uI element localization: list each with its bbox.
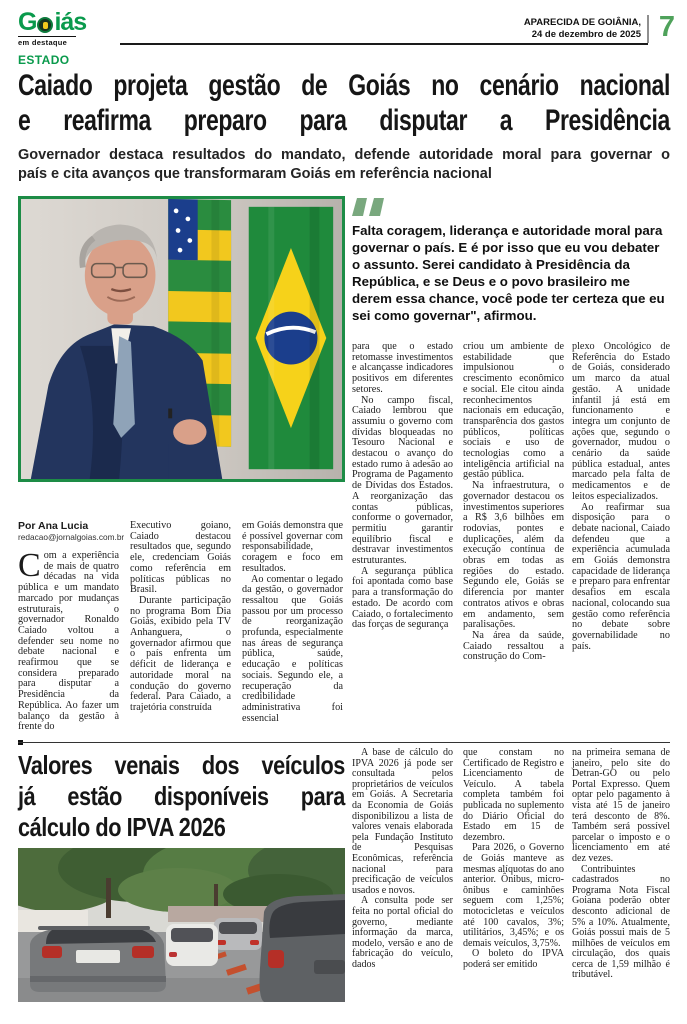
- byline: Por Ana Lucia: [18, 520, 89, 532]
- story1-paragraph: Ao comentar o legado da gestão, o governador ressaltou que Goiás passou por um processo de reorganização profunda, especialmente nas áreas de segurança pública, saúde, educação e políticas sociais. Segundo ele, a recuperação da credibilidade administrativa foi essencial: [242, 573, 343, 724]
- story1-paragraph: Durante participação no programa Bom Dia Goiás, exibido pela TV Anhanguera, o governador afirmou que o país enfrenta um déficit de liderança e autoridade moral na condução do governo federal. Para Caiado, a trajetória construída: [130, 594, 231, 713]
- story1-headline-line1: Caiado projeta gestão de Goiás no cenário nacional: [18, 69, 670, 102]
- story1-headline-line2: e reafirma preparo para disputar a Presidência: [18, 104, 670, 137]
- dateline-city: APARECIDA DE GOIÂNIA,: [523, 17, 641, 28]
- story1-column-1: [18, 520, 125, 733]
- logo-text-suffix: iás: [54, 8, 87, 36]
- story2-headline: [18, 750, 345, 843]
- story2-paragraph: Para 2026, o Governo de Goiás manteve as mesmas alíquotas do ano anterior. Ônibus, micro-ônibus e caminhões seguem com 1,25%; motocicletas e veículos até 100 cavalos, 3%; utilitários, 3,45%; e os demais veículos, 3,75%.: [463, 842, 564, 949]
- dateline-date: 24 de dezembro de 2025: [531, 28, 641, 40]
- story2-column-2: [463, 748, 564, 970]
- story2-paragraph: O boleto do IPVA poderá ser emitido: [463, 948, 564, 970]
- story1-subhead-line2: país e cita avanços que transformaram Goiás em referência nacional: [18, 166, 492, 182]
- governor-photo-illustration: [21, 199, 342, 479]
- story2-paragraph: A base de cálculo do IPVA 2026 já pode ser consultada pelos proprietários de veículos em Goiás. A Secretaria da Economia de Goiás disponibilizou a lista de valores venais elaborada pela Fundação Instituto de Pesquisas Econômicas, referência nacional para precificação de veículos usados e novos.: [352, 747, 453, 896]
- story2-column-3: [572, 748, 670, 981]
- traffic-queue-photo: [18, 848, 345, 1002]
- story2-paragraph: que constam no Certificado de Registro e Licenciamento de Veículo. A tabela completa também foi publicada no suplemento do Diário Oficial do Estado em 15 de dezembro.: [463, 747, 564, 843]
- story1-paragraph: Na infraestrutura, o governador destacou os investimentos superiores a R$ 3,6 bilhões em rodovias, pontes e duplicações, além da execução contínua de obras em todas as regiões do estado. Segundo ele, Goiás se diferencia por manter contratos ativos e obras em andamento, sem paralisações.: [463, 480, 565, 631]
- story1-paragraph: Executivo goiano, Caiado destacou resultados que, segundo ele, credenciam Goiás como referência em políticas públicas no Brasil.: [130, 520, 231, 596]
- story1-paragraph: No campo fiscal, Caiado lembrou que assumiu o governo com dívidas bloqueadas no Tesouro Nacional e destacou o avanço do estado rumo à adesão ao Programa de Pagamento de Dívidas dos Estados. A reorganização das contas públicas, conforme o governador, permitiu garantir equilíbrio fiscal e destravar investimentos estruturantes.: [352, 394, 453, 567]
- story1-column-3: [242, 521, 343, 724]
- story1-paragraph: Na área da saúde, Caiado ressaltou a construção do Com-: [463, 629, 564, 663]
- pull-quote: [352, 198, 670, 324]
- story2-paragraph: Contribuintes cadastrados no Programa Nota Fiscal Goiana poderão obter desconto adicional de 5% a 10%. Atualmente, Goiás possui mais de 5 milhões de veículos em circulação, dos quais cerca de 1,59 milhão é tributável.: [572, 863, 670, 981]
- page-number-separator: [647, 15, 649, 43]
- dark-hatchback: [260, 894, 346, 1002]
- quote-icon: [352, 198, 386, 216]
- story2-column-1: [352, 748, 453, 970]
- divider-line: [18, 742, 670, 743]
- page-number: 7: [658, 11, 675, 43]
- brazil-flag: [249, 207, 333, 469]
- story1-paragraph: em Goiás demonstra que é possível governar com responsabilidade, coragem e foco em resultados.: [242, 520, 343, 574]
- pull-quote-text: Falta coragem, liderança e autoridade moral para governar o país. E é por isso que eu vou debater o assunto. Serei candidato à Presidência da República, e se Deus e o povo brasileiro me derem essa chance, você pode ter certeza que eu sei como governar", afirmou.: [352, 223, 665, 323]
- story2-paragraph: A consulta pode ser feita no portal oficial do governo, mediante informação da marca, modelo, versão e ano de fabricação do veículo, dados: [352, 895, 453, 970]
- story1-paragraph: para que o estado retomasse investimentos e alcançasse indicadores positivos em diferentes setores.: [352, 341, 453, 395]
- traffic-photo-illustration: [18, 848, 345, 1002]
- logo-text-prefix: G: [18, 8, 37, 36]
- story1-subhead-line1: Governador destaca resultados do mandato, defende autoridade moral para governar o: [18, 147, 670, 163]
- newspaper-logo: [18, 10, 118, 48]
- story1-paragraph: plexo Oncológico de Referência do Estado de Goiás, considerado um marco da atual gestão. A unidade infantil já está em funcionamento e integra um conjunto de ações que, segundo o governador, mudou o cenário da saúde pública estadual, antes marcado pela falta de medicamentos e de leitos especializados.: [572, 341, 670, 502]
- logo-tagline: em destaque: [18, 36, 76, 47]
- story1-column-2: [130, 521, 231, 714]
- story2-headline-line2: já estão disponíveis para: [18, 781, 345, 811]
- story1-paragraph: A segurança pública foi apontada como base para a transformação do estado. De acordo com Caiado, o fortalecimento das forças de segurança: [352, 565, 453, 631]
- story1-paragraph: Com a experiência de mais de quatro décadas na vida pública e um mandato marcado por mudanças estruturais, o governador Ronaldo Caiado voltou a defender seu nome no debate nacional e reafirmou que se considera preparado para disputar a Presidência da República. Ao fazer um balanço da gestão à frente do: [18, 547, 119, 733]
- story1-column-5: [463, 342, 564, 663]
- story1-column-6: [572, 342, 670, 652]
- story2-paragraph: na primeira semana de janeiro, pelo site do Detran-GO ou pelo Portal Expresso. Quem optar pelo pagamento à vista até 15 de janeiro terá desconto de 8%. Também será possível parcelar o imposto e o licenciamento em até dez vezes.: [572, 747, 670, 864]
- story1-paragraph: criou um ambiente de estabilidade que impulsionou o crescimento econômico e social. Ele citou ainda reconhecimentos nacionais em educação, transparência dos gastos públicos, políticas sociais e uso de tecnologias como a inteligência artificial na gestão pública.: [463, 341, 564, 481]
- header-rule: [120, 43, 648, 45]
- byline-email: redacao@jornalgoias.com.br: [18, 532, 125, 542]
- story-divider: [18, 740, 670, 745]
- story2-headline-line1: Valores venais dos veículos: [18, 750, 345, 780]
- story1-paragraph: Ao reafirmar sua disposição para o debate nacional, Caiado defendeu que a experiência acumulada em Goiás demonstra capacidade de liderança e preparo para enfrentar desafios em escala nacional, colocando sua gestão como referência no debate sobre governabilidade no país.: [572, 501, 670, 652]
- section-label: ESTADO: [18, 53, 70, 67]
- dateline: [524, 17, 641, 41]
- logo-lamp-icon: [37, 17, 53, 33]
- story1-headline: [18, 68, 670, 142]
- story2-headline-line3: cálculo do IPVA 2026: [18, 812, 226, 842]
- gray-sedan: [30, 926, 166, 992]
- governor-with-flags-photo: [18, 196, 345, 482]
- story1-column-4: [352, 342, 453, 631]
- story1-subhead: [18, 146, 670, 184]
